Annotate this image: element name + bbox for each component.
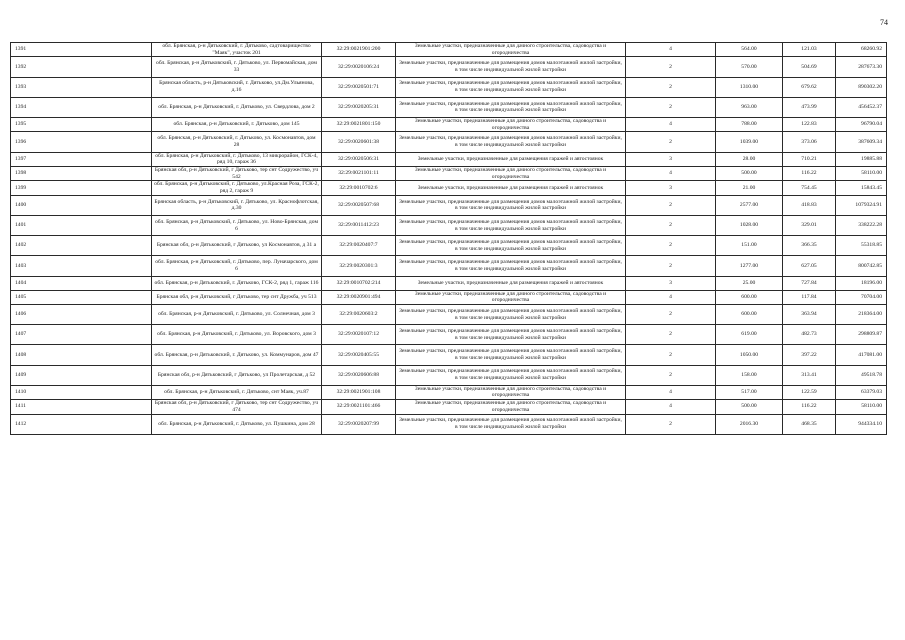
specific-value-cell: 473.99 (783, 97, 836, 117)
land-category-cell: Земельные участки, предназначенные для дачного строительства, садоводства и огородничества (396, 400, 626, 414)
row-number-cell: 1403 (11, 256, 152, 276)
specific-value-cell: 710.21 (783, 152, 836, 166)
cadastral-number-cell: 32:29:0010702:214 (322, 276, 396, 290)
row-number-cell: 1408 (11, 345, 152, 365)
table-row (11, 77, 887, 97)
area-cell: 151.00 (716, 236, 783, 256)
table-body (11, 43, 887, 435)
table-row (11, 414, 887, 434)
group-cell: 3 (626, 276, 716, 290)
land-category-cell: Земельные участки, предназначенные для размещения домов малоэтажной жилой застройки, в том числе индивидуальной жилой застройки (396, 365, 626, 385)
group-cell: 4 (626, 400, 716, 414)
address-cell: обл. Брянская, р-н Дятьковский, г. Дятьково, ул. Коммунаров, дом 47 (152, 345, 322, 365)
cadastral-number-cell: 32:29:0020601:38 (322, 132, 396, 152)
area-cell: 158.00 (716, 365, 783, 385)
row-number-cell: 1404 (11, 276, 152, 290)
area-cell: 963.00 (716, 97, 783, 117)
cadastral-number-cell: 32:29:0020603:2 (322, 304, 396, 324)
cadastral-value-cell: 55318.85 (836, 236, 887, 256)
group-cell: 3 (626, 181, 716, 195)
group-cell: 4 (626, 290, 716, 304)
table-row (11, 181, 887, 195)
land-category-cell: Земельные участки, предназначенные для дачного строительства, садоводства и огородничества (396, 385, 626, 399)
row-number-cell: 1394 (11, 97, 152, 117)
area-cell: 25.00 (716, 276, 783, 290)
address-cell: обл. Брянская, р-н Дятьковский, г. Дятьково, ул. Свердлова, дом 2 (152, 97, 322, 117)
cadastral-number-cell: 32:29:0021901:200 (322, 43, 396, 57)
cadastral-value-cell: 417081.00 (836, 345, 887, 365)
address-cell: Брянская область, р-н Дятьковский, г. Дятьково, ул. Краснофлотская, д.30 (152, 195, 322, 215)
specific-value-cell: 117.84 (783, 290, 836, 304)
land-category-cell: Земельные участки, предназначенные для размещения домов малоэтажной жилой застройки, в том числе индивидуальной жилой застройки (396, 57, 626, 77)
land-category-cell: Земельные участки, предназначенные для размещения гаражей и автостоянок (396, 181, 626, 195)
group-cell: 2 (626, 325, 716, 345)
land-category-cell: Земельные участки, предназначенные для размещения гаражей и автостоянок (396, 276, 626, 290)
cadastral-value-cell: 456452.37 (836, 97, 887, 117)
cadastral-value-cell: 49518.78 (836, 365, 887, 385)
group-cell: 2 (626, 345, 716, 365)
row-number-cell: 1392 (11, 57, 152, 77)
cadastral-value-cell: 19885.88 (836, 152, 887, 166)
cadastral-number-cell: 32:29:0020901:494 (322, 290, 396, 304)
table-row (11, 97, 887, 117)
specific-value-cell: 679.62 (783, 77, 836, 97)
cadastral-value-cell: 800742.85 (836, 256, 887, 276)
address-cell: обл. Брянская, р-н Дятьковский, г. Дятьково, ул. Воровского, дом 3 (152, 325, 322, 345)
land-category-cell: Земельные участки, предназначенные для размещения домов малоэтажной жилой застройки, в том числе индивидуальной жилой застройки (396, 215, 626, 235)
land-category-cell: Земельные участки, предназначенные для размещения домов малоэтажной жилой застройки, в том числе индивидуальной жилой застройки (396, 414, 626, 434)
address-cell: обл. Брянская, р-н Дятьковский, г. Дятьково, ул. Пушкина, дом 28 (152, 414, 322, 434)
cadastral-number-cell: 32:29:0011412:23 (322, 215, 396, 235)
area-cell: 28.00 (716, 152, 783, 166)
cadastral-number-cell: 32:29:0020301:3 (322, 256, 396, 276)
land-category-cell: Земельные участки, предназначенные для размещения гаражей и автостоянок (396, 152, 626, 166)
area-cell: 500.00 (716, 400, 783, 414)
address-cell: обл. Брянская, р-н Дятьковский, г. Дятьково, ул. Ново-Брянская, дом 6 (152, 215, 322, 235)
area-cell: 570.00 (716, 57, 783, 77)
specific-value-cell: 418.83 (783, 195, 836, 215)
land-category-cell: Земельные участки, предназначенные для дачного строительства, садоводства и огородничества (396, 43, 626, 57)
row-number-cell: 1407 (11, 325, 152, 345)
table-row (11, 290, 887, 304)
address-cell: Брянская область, р-н Дятьковский, г. Дятьково, ул.Дм.Ульянова, д.16 (152, 77, 322, 97)
cadastral-number-cell: 32:29:0020207:99 (322, 414, 396, 434)
cadastral-number-cell: 32:29:0010702:6 (322, 181, 396, 195)
cadastral-value-cell: 58110.00 (836, 400, 887, 414)
land-category-cell: Земельные участки, предназначенные для размещения домов малоэтажной жилой застройки, в том числе индивидуальной жилой застройки (396, 304, 626, 324)
cadastral-value-cell: 944334.10 (836, 414, 887, 434)
address-cell: обл. Брянская, р-н Дятьковский, г. Дятьково, ул. Первомайская, дом 33 (152, 57, 322, 77)
row-number-cell: 1409 (11, 365, 152, 385)
row-number-cell: 1406 (11, 304, 152, 324)
table-row (11, 365, 887, 385)
table-row (11, 166, 887, 180)
page-number: 74 (880, 18, 888, 27)
cadastral-value-cell: 218364.00 (836, 304, 887, 324)
land-category-cell: Земельные участки, предназначенные для размещения домов малоэтажной жилой застройки, в том числе индивидуальной жилой застройки (396, 345, 626, 365)
cadastral-value-cell: 338222.28 (836, 215, 887, 235)
specific-value-cell: 121.03 (783, 43, 836, 57)
specific-value-cell: 313.41 (783, 365, 836, 385)
area-cell: 1050.00 (716, 345, 783, 365)
table-row (11, 117, 887, 131)
group-cell: 3 (626, 152, 716, 166)
address-cell: обл. Брянская, р-н Дятьковский, г. Дятьково, ул. Космонавтов, дом 28 (152, 132, 322, 152)
cadastral-number-cell: 32:29:0021101:11 (322, 166, 396, 180)
table-row (11, 152, 887, 166)
address-cell: обл. Брянская, р-н Дятьковский, г. Дятьково, снт Маяк, уч.87 (152, 385, 322, 399)
row-number-cell: 1395 (11, 117, 152, 131)
land-category-cell: Земельные участки, предназначенные для размещения домов малоэтажной жилой застройки, в том числе индивидуальной жилой застройки (396, 132, 626, 152)
group-cell: 2 (626, 414, 716, 434)
area-cell: 1310.00 (716, 77, 783, 97)
area-cell: 21.00 (716, 181, 783, 195)
land-category-cell: Земельные участки, предназначенные для размещения домов малоэтажной жилой застройки, в том числе индивидуальной жилой застройки (396, 325, 626, 345)
land-category-cell: Земельные участки, предназначенные для дачного строительства, садоводства и огородничества (396, 117, 626, 131)
group-cell: 4 (626, 117, 716, 131)
specific-value-cell: 116.22 (783, 400, 836, 414)
cadastral-value-cell: 63379.03 (836, 385, 887, 399)
cadastral-value-cell: 1079324.91 (836, 195, 887, 215)
specific-value-cell: 727.84 (783, 276, 836, 290)
address-cell: обл. Брянская, р-н Дятьковский, г. Дятьково, ул. Солнечная, дом 3 (152, 304, 322, 324)
address-cell: обл. Брянская, р-н Дятьковский, г. Дятьково, ГСК-2, ряд 1, гараж 116 (152, 276, 322, 290)
group-cell: 2 (626, 256, 716, 276)
address-cell: Брянская обл, р-н Дятьковский, г Дятьково, ул Космонавтов, д 31 а (152, 236, 322, 256)
table-row (11, 345, 887, 365)
cadastral-value-cell: 298809.87 (836, 325, 887, 345)
table-row (11, 195, 887, 215)
table-row (11, 276, 887, 290)
row-number-cell: 1410 (11, 385, 152, 399)
table-row (11, 325, 887, 345)
specific-value-cell: 122.83 (783, 117, 836, 131)
address-cell: Брянская обл, р-н Дятьковский, г Дятьково, тер снт Содружество, уч 474 (152, 400, 322, 414)
group-cell: 2 (626, 132, 716, 152)
group-cell: 2 (626, 97, 716, 117)
address-cell: обл. Брянская, р-н Дятьковский, г. Дятьково, дом 145 (152, 117, 322, 131)
cadastral-number-cell: 32:29:0020405:55 (322, 345, 396, 365)
table-row (11, 57, 887, 77)
row-number-cell: 1393 (11, 77, 152, 97)
cadastral-value-cell: 70704.00 (836, 290, 887, 304)
group-cell: 2 (626, 195, 716, 215)
row-number-cell: 1405 (11, 290, 152, 304)
cadastral-value-cell: 18196.00 (836, 276, 887, 290)
cadastral-number-cell: 32:29:0021901:108 (322, 385, 396, 399)
area-cell: 600.00 (716, 304, 783, 324)
group-cell: 4 (626, 385, 716, 399)
row-number-cell: 1401 (11, 215, 152, 235)
cadastral-number-cell: 32:29:0020507:68 (322, 195, 396, 215)
area-cell: 517.00 (716, 385, 783, 399)
address-cell: обл. Брянская, р-н Дятьковский, г. Дятьково, садтоварищество "Маяк", участок 201 (152, 43, 322, 57)
address-cell: Брянская обл, р-н Дятьковский, г Дятьково, тер снт Содружество, уч 542 (152, 166, 322, 180)
row-number-cell: 1396 (11, 132, 152, 152)
group-cell: 4 (626, 166, 716, 180)
table-row (11, 385, 887, 399)
land-category-cell: Земельные участки, предназначенные для размещения домов малоэтажной жилой застройки, в том числе индивидуальной жилой застройки (396, 97, 626, 117)
row-number-cell: 1402 (11, 236, 152, 256)
cadastral-number-cell: 32:29:0020205:31 (322, 97, 396, 117)
row-number-cell: 1412 (11, 414, 152, 434)
specific-value-cell: 116.22 (783, 166, 836, 180)
row-number-cell: 1411 (11, 400, 152, 414)
land-category-cell: Земельные участки, предназначенные для дачного строительства, садоводства и огородничества (396, 290, 626, 304)
land-category-cell: Земельные участки, предназначенные для размещения домов малоэтажной жилой застройки, в том числе индивидуальной жилой застройки (396, 236, 626, 256)
land-category-cell: Земельные участки, предназначенные для размещения домов малоэтажной жилой застройки, в том числе индивидуальной жилой застройки (396, 256, 626, 276)
cadastral-value-cell: 287673.30 (836, 57, 887, 77)
row-number-cell: 1391 (11, 43, 152, 57)
cadastral-number-cell: 32:29:0020407:7 (322, 236, 396, 256)
table-row (11, 132, 887, 152)
specific-value-cell: 482.73 (783, 325, 836, 345)
cadastral-number-cell: 32:29:0020506:31 (322, 152, 396, 166)
land-category-cell: Земельные участки, предназначенные для размещения домов малоэтажной жилой застройки, в том числе индивидуальной жилой застройки (396, 195, 626, 215)
land-category-cell: Земельные участки, предназначенные для дачного строительства, садоводства и огородничества (396, 166, 626, 180)
area-cell: 619.00 (716, 325, 783, 345)
specific-value-cell: 468.35 (783, 414, 836, 434)
area-cell: 600.00 (716, 290, 783, 304)
specific-value-cell: 627.05 (783, 256, 836, 276)
cadastral-number-cell: 32:29:0021801:150 (322, 117, 396, 131)
specific-value-cell: 397.22 (783, 345, 836, 365)
group-cell: 4 (626, 43, 716, 57)
row-number-cell: 1398 (11, 166, 152, 180)
table-row (11, 236, 887, 256)
cadastral-value-cell: 96790.04 (836, 117, 887, 131)
row-number-cell: 1400 (11, 195, 152, 215)
address-cell: обл. Брянская, р-н Дятьковский, г. Дятьково, пер. Луначарского, дом 6 (152, 256, 322, 276)
table-row (11, 43, 887, 57)
address-cell: Брянская обл, р-н Дятьковский, г Дятьково, ул Пролетарская, д 52 (152, 365, 322, 385)
area-cell: 788.00 (716, 117, 783, 131)
cadastral-value-cell: 68260.92 (836, 43, 887, 57)
address-cell: обл. Брянская, р-н Дятьковский, г. Дятьково, 13 микрорайон, ГСК-4, ряд 10, гараж 36 (152, 152, 322, 166)
group-cell: 2 (626, 57, 716, 77)
group-cell: 2 (626, 236, 716, 256)
row-number-cell: 1399 (11, 181, 152, 195)
group-cell: 2 (626, 215, 716, 235)
cadastral-value-cell: 15843.45 (836, 181, 887, 195)
cadastral-number-cell: 32:29:0020501:71 (322, 77, 396, 97)
cadastral-number-cell: 32:29:0020106:24 (322, 57, 396, 77)
table-row (11, 304, 887, 324)
specific-value-cell: 366.35 (783, 236, 836, 256)
table-row (11, 400, 887, 414)
group-cell: 2 (626, 365, 716, 385)
specific-value-cell: 373.06 (783, 132, 836, 152)
area-cell: 2016.30 (716, 414, 783, 434)
cadastral-value-table (10, 42, 887, 435)
area-cell: 1028.00 (716, 215, 783, 235)
area-cell: 2577.00 (716, 195, 783, 215)
area-cell: 1039.00 (716, 132, 783, 152)
table-row (11, 215, 887, 235)
address-cell: обл. Брянская, р-н Дятьковский, г. Дятьково, ул.Красная Роза, ГСК-2, ряд 2, гараж 9 (152, 181, 322, 195)
cadastral-value-cell: 58110.00 (836, 166, 887, 180)
specific-value-cell: 754.45 (783, 181, 836, 195)
area-cell: 1277.00 (716, 256, 783, 276)
table-row (11, 256, 887, 276)
specific-value-cell: 122.59 (783, 385, 836, 399)
cadastral-value-cell: 387609.34 (836, 132, 887, 152)
cadastral-number-cell: 32:29:0021101:466 (322, 400, 396, 414)
specific-value-cell: 363.94 (783, 304, 836, 324)
cadastral-number-cell: 32:29:0020606:88 (322, 365, 396, 385)
group-cell: 2 (626, 77, 716, 97)
row-number-cell: 1397 (11, 152, 152, 166)
specific-value-cell: 504.69 (783, 57, 836, 77)
cadastral-number-cell: 32:29:0020107:12 (322, 325, 396, 345)
area-cell: 500.00 (716, 166, 783, 180)
area-cell: 564.00 (716, 43, 783, 57)
land-category-cell: Земельные участки, предназначенные для размещения домов малоэтажной жилой застройки, в том числе индивидуальной жилой застройки (396, 77, 626, 97)
cadastral-value-cell: 890302.20 (836, 77, 887, 97)
group-cell: 2 (626, 304, 716, 324)
address-cell: Брянская обл, р-н Дятьковский, г Дятьково, тер снт Дружба, уч 513 (152, 290, 322, 304)
specific-value-cell: 329.01 (783, 215, 836, 235)
